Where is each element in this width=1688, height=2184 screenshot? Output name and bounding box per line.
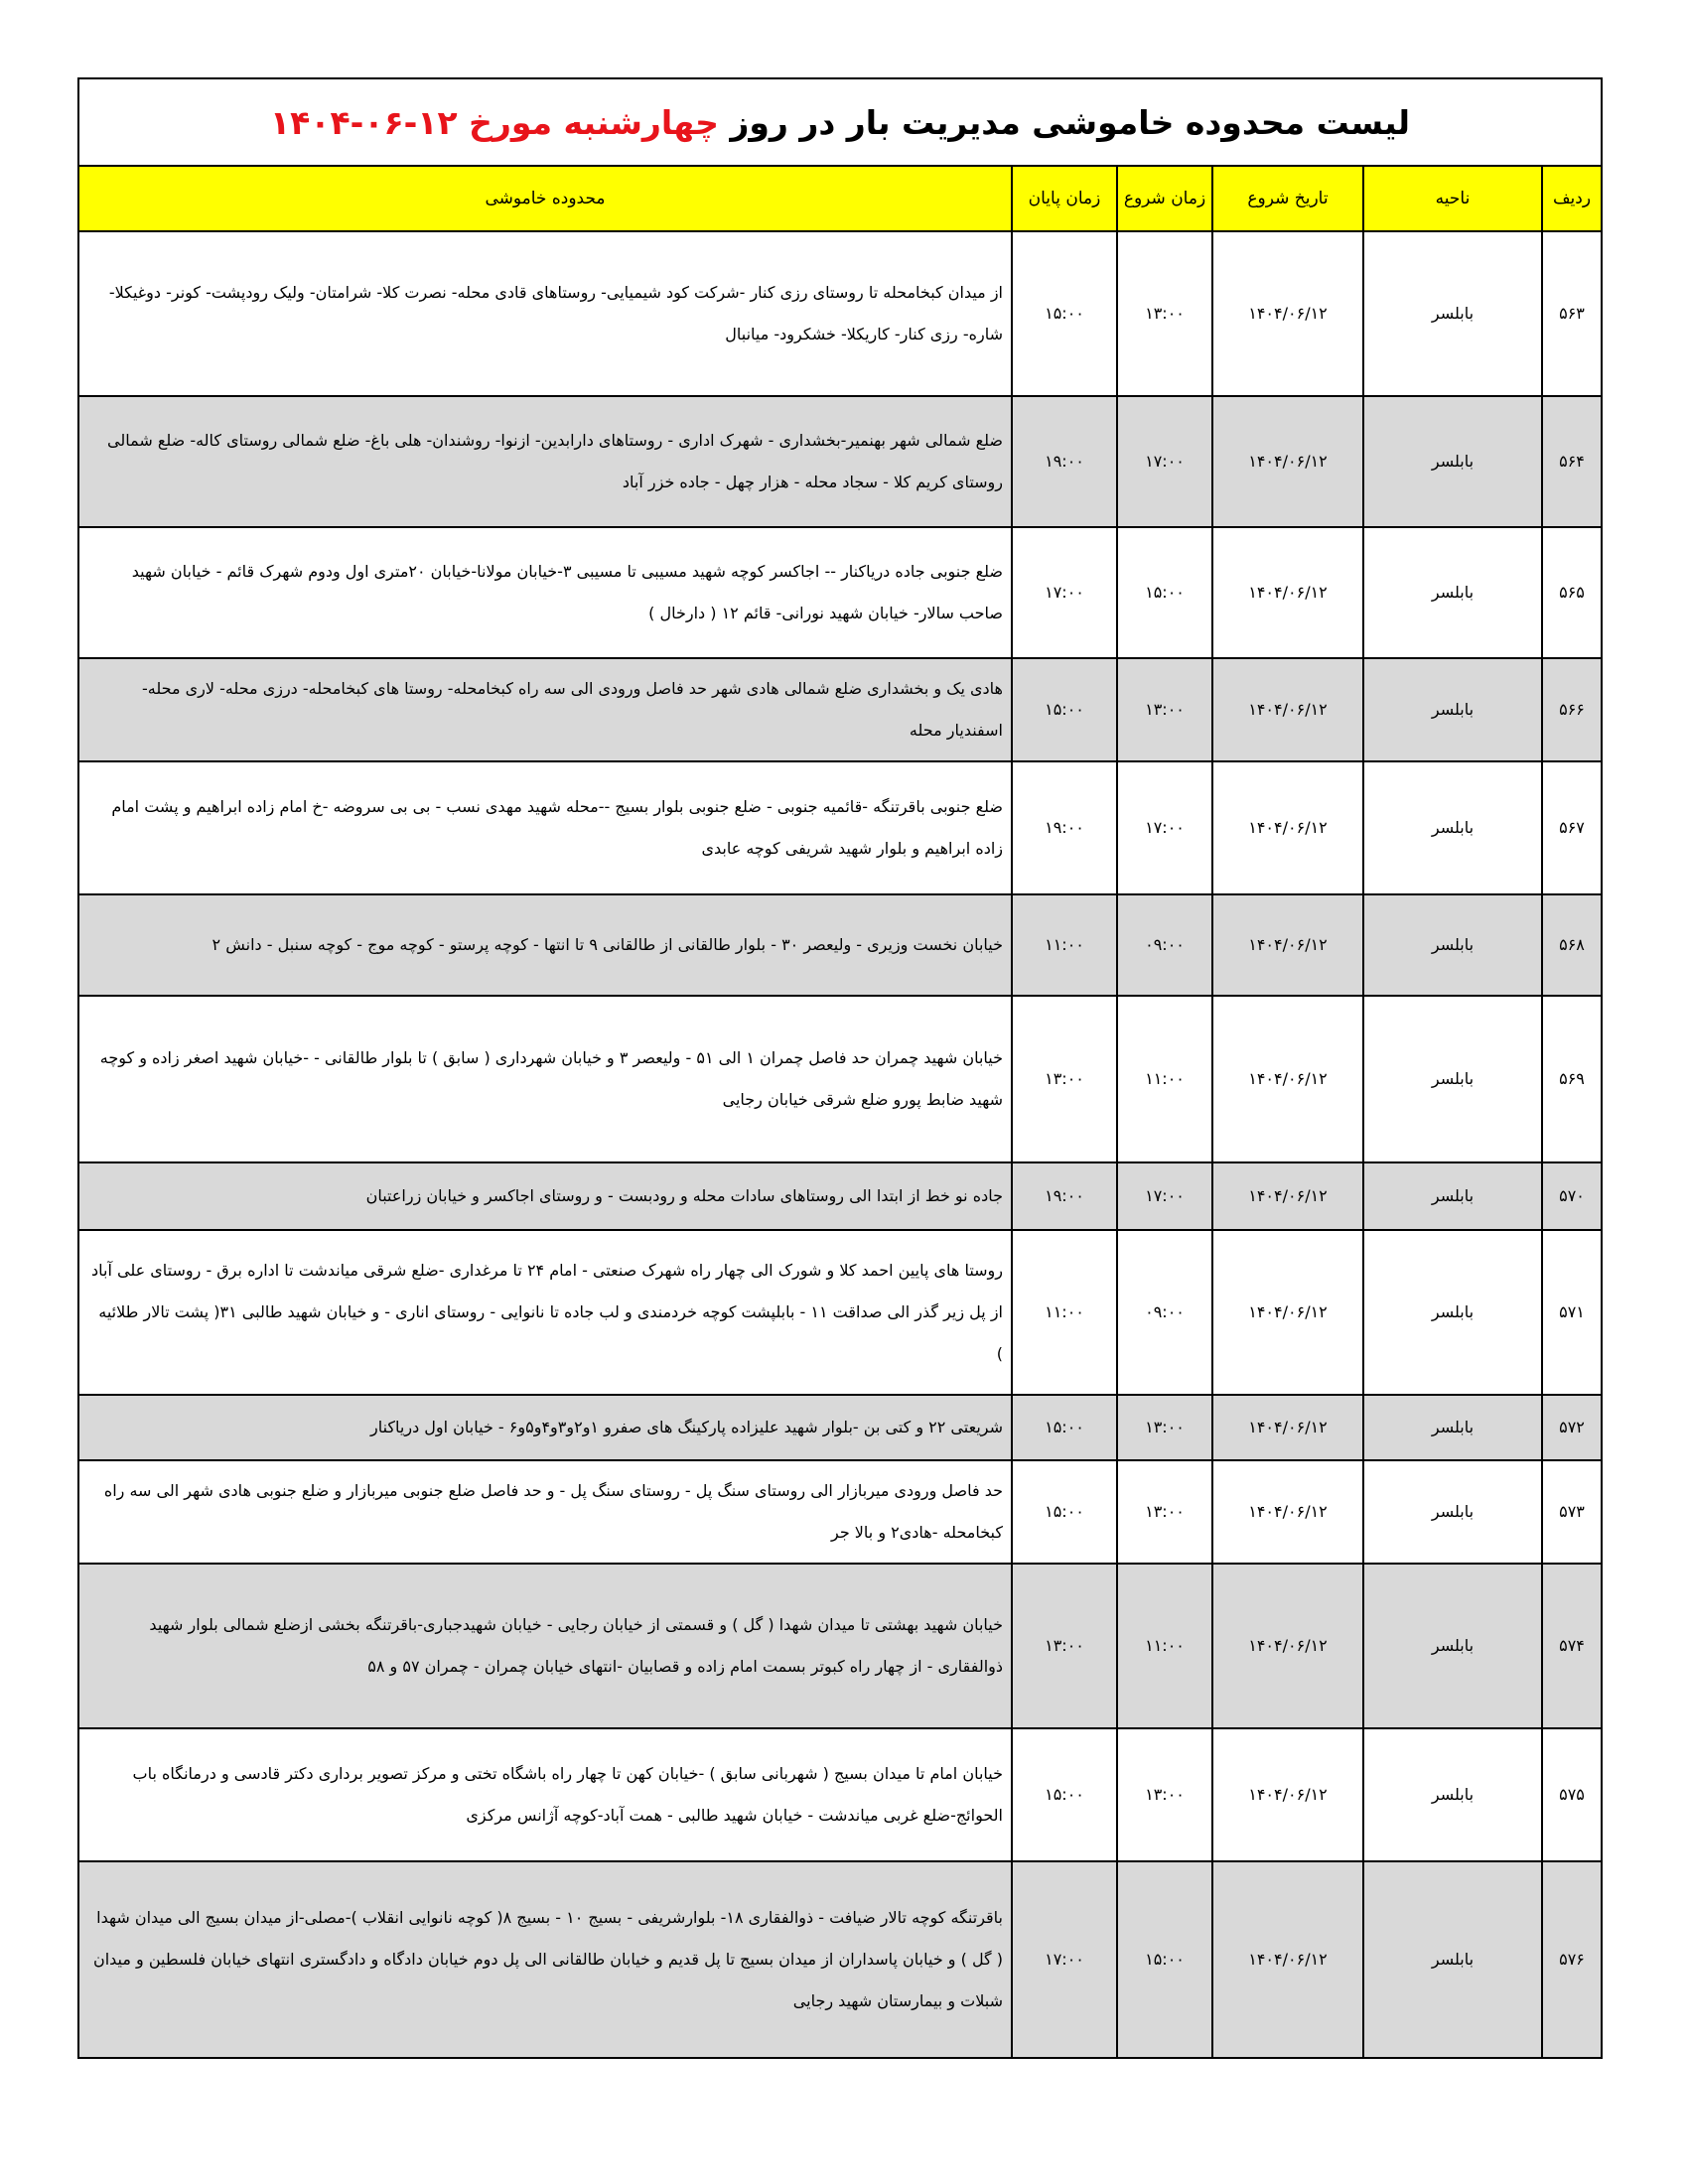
cell-district: بابلسر	[1363, 894, 1542, 996]
cell-area: خیابان نخست وزیری - ولیعصر ۳۰ - بلوار طالقانی از طالقانی ۹ تا انتها - کوچه پرستو - کوچه موج - کوچه سنبل - دانش ۲	[78, 894, 1012, 996]
cell-start-date: ۱۴۰۴/۰۶/۱۲	[1212, 231, 1363, 396]
title-date-highlight: چهارشنبه مورخ ۱۲-۰۶-۱۴۰۴	[270, 102, 719, 142]
cell-end-time: ۱۹:۰۰	[1012, 1162, 1117, 1230]
cell-start-time: ۱۳:۰۰	[1117, 231, 1212, 396]
cell-start-time: ۱۵:۰۰	[1117, 527, 1212, 658]
table-row	[78, 231, 1602, 396]
col-header-row: ردیف	[1542, 166, 1602, 231]
cell-start-time: ۱۱:۰۰	[1117, 996, 1212, 1162]
col-header-area: محدوده خاموشی	[78, 166, 1012, 231]
cell-row-number: ۵۶۶	[1542, 658, 1602, 761]
table-row	[78, 761, 1602, 894]
cell-area: هادی یک و بخشداری ضلع شمالی هادی شهر حد فاصل ورودی الی سه راه کبخامحله- روستا های کبخامحله- درزی محله- لاری محله- اسفندیار محله	[78, 658, 1012, 761]
cell-start-time: ۱۷:۰۰	[1117, 1162, 1212, 1230]
cell-district: بابلسر	[1363, 1564, 1542, 1728]
cell-end-time: ۱۹:۰۰	[1012, 396, 1117, 527]
cell-start-date: ۱۴۰۴/۰۶/۱۲	[1212, 1728, 1363, 1861]
cell-area: روستا های پایین احمد کلا و شورک الی چهار راه شهرک صنعتی - امام ۲۴ تا مرغداری -ضلع شرقی میاندشت تا اداره برق - روستای علی آباد از پل زیر گذر الی صداقت ۱۱ - بابلپشت کوچه خردمندی و لب جاده تا نانوایی - روستای اناری - و خیابان شهید طالبی ۳۱( پشت تالار طلائیه )	[78, 1230, 1012, 1395]
cell-district: بابلسر	[1363, 1460, 1542, 1564]
table-row	[78, 396, 1602, 527]
cell-area: باقرتنگه کوچه تالار ضیافت - ذوالفقاری ۱۸- بلوارشریفی - بسیج ۱۰ - بسیج ۸( کوچه نانوایی انقلاب )-مصلی-از میدان بسیج الی میدان شهدا ( گل ) و خیابان پاسداران از میدان بسیج تا پل قدیم و خیابان طالقانی الی پل دوم خیابان دادگاه و دادگستری انتهای خیابان فلسطین و میدان شبلات و بیمارستان شهید رجایی	[78, 1861, 1012, 2058]
cell-end-time: ۱۷:۰۰	[1012, 527, 1117, 658]
table-row	[78, 1728, 1602, 1861]
cell-district: بابلسر	[1363, 1162, 1542, 1230]
cell-area: خیابان شهید چمران حد فاصل چمران ۱ الی ۵۱ - ولیعصر ۳ و خیابان شهرداری ( سابق ) تا بلوار طالقانی - -خیابان شهید اصغر زاده و کوچه شهید ضابط پورو ضلع شرقی خیابان رجایی	[78, 996, 1012, 1162]
cell-row-number: ۵۷۵	[1542, 1728, 1602, 1861]
cell-start-date: ۱۴۰۴/۰۶/۱۲	[1212, 527, 1363, 658]
table-row	[78, 1162, 1602, 1230]
cell-end-time: ۱۳:۰۰	[1012, 996, 1117, 1162]
cell-district: بابلسر	[1363, 527, 1542, 658]
table-row	[78, 1564, 1602, 1728]
col-header-end-time: زمان پایان	[1012, 166, 1117, 231]
table-row	[78, 1460, 1602, 1564]
cell-district: بابلسر	[1363, 396, 1542, 527]
cell-end-time: ۱۱:۰۰	[1012, 894, 1117, 996]
cell-district: بابلسر	[1363, 761, 1542, 894]
table-row	[78, 894, 1602, 996]
cell-start-date: ۱۴۰۴/۰۶/۱۲	[1212, 396, 1363, 527]
table-row	[78, 1861, 1602, 2058]
cell-row-number: ۵۶۹	[1542, 996, 1602, 1162]
cell-start-time: ۱۵:۰۰	[1117, 1861, 1212, 2058]
cell-end-time: ۱۵:۰۰	[1012, 1460, 1117, 1564]
page-title	[78, 78, 1602, 166]
cell-start-time: ۱۷:۰۰	[1117, 396, 1212, 527]
table-row	[78, 1395, 1602, 1460]
cell-area: جاده نو خط از ابتدا الی روستاهای سادات محله و رودبست - و روستای اجاکسر و خیابان زراعتبان	[78, 1162, 1012, 1230]
table-row	[78, 1230, 1602, 1395]
cell-end-time: ۱۳:۰۰	[1012, 1564, 1117, 1728]
cell-row-number: ۵۶۸	[1542, 894, 1602, 996]
cell-end-time: ۱۵:۰۰	[1012, 1728, 1117, 1861]
cell-start-time: ۱۷:۰۰	[1117, 761, 1212, 894]
cell-district: بابلسر	[1363, 231, 1542, 396]
col-header-start-date: تاریخ شروع	[1212, 166, 1363, 231]
cell-district: بابلسر	[1363, 658, 1542, 761]
cell-start-date: ۱۴۰۴/۰۶/۱۲	[1212, 1861, 1363, 2058]
cell-row-number: ۵۷۶	[1542, 1861, 1602, 2058]
cell-start-date: ۱۴۰۴/۰۶/۱۲	[1212, 761, 1363, 894]
cell-end-time: ۱۷:۰۰	[1012, 1861, 1117, 2058]
cell-row-number: ۵۶۴	[1542, 396, 1602, 527]
cell-start-time: ۰۹:۰۰	[1117, 1230, 1212, 1395]
table-row	[78, 527, 1602, 658]
blackout-table	[77, 77, 1603, 2059]
cell-district: بابلسر	[1363, 1395, 1542, 1460]
cell-area: شریعتی ۲۲ و کتی بن -بلوار شهید علیزاده پارکینگ های صفرو ۱و۲و۳و۴و۵و۶ - خیابان اول دریاکنار	[78, 1395, 1012, 1460]
cell-area: ضلع شمالی شهر بهنمیر-بخشداری - شهرک اداری - روستاهای دارابدین- ازنوا- روشندان- هلی باغ- ضلع شمالی روستای کاله- ضلع شمالی روستای کریم کلا - سجاد محله - هزار چهل - جاده خزر آباد	[78, 396, 1012, 527]
cell-end-time: ۱۵:۰۰	[1012, 231, 1117, 396]
cell-end-time: ۱۹:۰۰	[1012, 761, 1117, 894]
cell-row-number: ۵۶۷	[1542, 761, 1602, 894]
cell-district: بابلسر	[1363, 996, 1542, 1162]
cell-start-date: ۱۴۰۴/۰۶/۱۲	[1212, 996, 1363, 1162]
cell-start-time: ۱۳:۰۰	[1117, 1728, 1212, 1861]
cell-start-date: ۱۴۰۴/۰۶/۱۲	[1212, 1395, 1363, 1460]
col-header-start-time: زمان شروع	[1117, 166, 1212, 231]
cell-area: خیابان امام تا میدان بسیج ( شهربانی سابق ) -خیابان کهن تا چهار راه باشگاه تختی و مرکز تصویر برداری دکتر قادسی و درمانگاه باب الحوائج-ضلع غربی میاندشت - خیابان شهید طالبی - همت آباد-کوچه آژانس مرکزی	[78, 1728, 1012, 1861]
cell-start-time: ۱۳:۰۰	[1117, 1460, 1212, 1564]
table-header-row	[78, 166, 1602, 231]
cell-row-number: ۵۷۰	[1542, 1162, 1602, 1230]
cell-start-time: ۱۳:۰۰	[1117, 1395, 1212, 1460]
table-row	[78, 996, 1602, 1162]
cell-area: ضلع جنوبی جاده دریاکنار -- اجاکسر کوچه شهید مسیبی تا مسیبی ۳-خیابان مولانا-خیابان ۲۰متری اول ودوم شهرک قائم - خیابان شهید صاحب سالار- خیابان شهید نورانی- قائم ۱۲ ( دارخال )	[78, 527, 1012, 658]
blackout-document	[79, 77, 1603, 2059]
cell-area: ضلع جنوبی باقرتنگه -قائمیه جنوبی - ضلع جنوبی بلوار بسیج --محله شهید مهدی نسب - بی بی سروضه -خ امام زاده ابراهیم و پشت امام زاده ابراهیم و بلوار شهید شریفی کوچه عابدی	[78, 761, 1012, 894]
cell-start-date: ۱۴۰۴/۰۶/۱۲	[1212, 1460, 1363, 1564]
cell-start-time: ۱۱:۰۰	[1117, 1564, 1212, 1728]
cell-start-date: ۱۴۰۴/۰۶/۱۲	[1212, 1162, 1363, 1230]
cell-row-number: ۵۷۲	[1542, 1395, 1602, 1460]
cell-start-date: ۱۴۰۴/۰۶/۱۲	[1212, 894, 1363, 996]
cell-start-date: ۱۴۰۴/۰۶/۱۲	[1212, 658, 1363, 761]
cell-row-number: ۵۷۴	[1542, 1564, 1602, 1728]
cell-area: خیابان شهید بهشتی تا میدان شهدا ( گل ) و قسمتی از خیابان رجایی - خیابان شهیدجباری-باقرتنگه بخشی ازضلع شمالی بلوار شهید ذوالفقاری - از چهار راه کبوتر بسمت امام زاده و قصابیان -انتهای خیابان چمران - چمران ۵۷ و ۵۸	[78, 1564, 1012, 1728]
cell-row-number: ۵۶۳	[1542, 231, 1602, 396]
table-row	[78, 658, 1602, 761]
cell-area: حد فاصل ورودی میربازار الی روستای سنگ پل - روستای سنگ پل - و حد فاصل ضلع جنوبی میربازار و ضلع جنوبی هادی شهر الی سه راه کبخامحله -هادی۲ و بالا جر	[78, 1460, 1012, 1564]
cell-district: بابلسر	[1363, 1230, 1542, 1395]
cell-end-time: ۱۵:۰۰	[1012, 1395, 1117, 1460]
cell-end-time: ۱۱:۰۰	[1012, 1230, 1117, 1395]
cell-end-time: ۱۵:۰۰	[1012, 658, 1117, 761]
cell-district: بابلسر	[1363, 1728, 1542, 1861]
cell-area: از میدان کبخامحله تا روستای رزی کنار -شرکت کود شیمیایی- روستاهای قادی محله- نصرت کلا- شرامتان- ولیک رودپشت- کونر- دوغیکلا- شاره- رزی کنار- کاریکلا- خشکرود- میانبال	[78, 231, 1012, 396]
cell-row-number: ۵۷۳	[1542, 1460, 1602, 1564]
cell-start-time: ۰۹:۰۰	[1117, 894, 1212, 996]
col-header-district: ناحیه	[1363, 166, 1542, 231]
title-prefix: لیست محدوده خاموشی مدیریت بار در روز	[730, 102, 1410, 142]
cell-row-number: ۵۷۱	[1542, 1230, 1602, 1395]
cell-row-number: ۵۶۵	[1542, 527, 1602, 658]
cell-start-time: ۱۳:۰۰	[1117, 658, 1212, 761]
cell-start-date: ۱۴۰۴/۰۶/۱۲	[1212, 1230, 1363, 1395]
cell-start-date: ۱۴۰۴/۰۶/۱۲	[1212, 1564, 1363, 1728]
cell-district: بابلسر	[1363, 1861, 1542, 2058]
